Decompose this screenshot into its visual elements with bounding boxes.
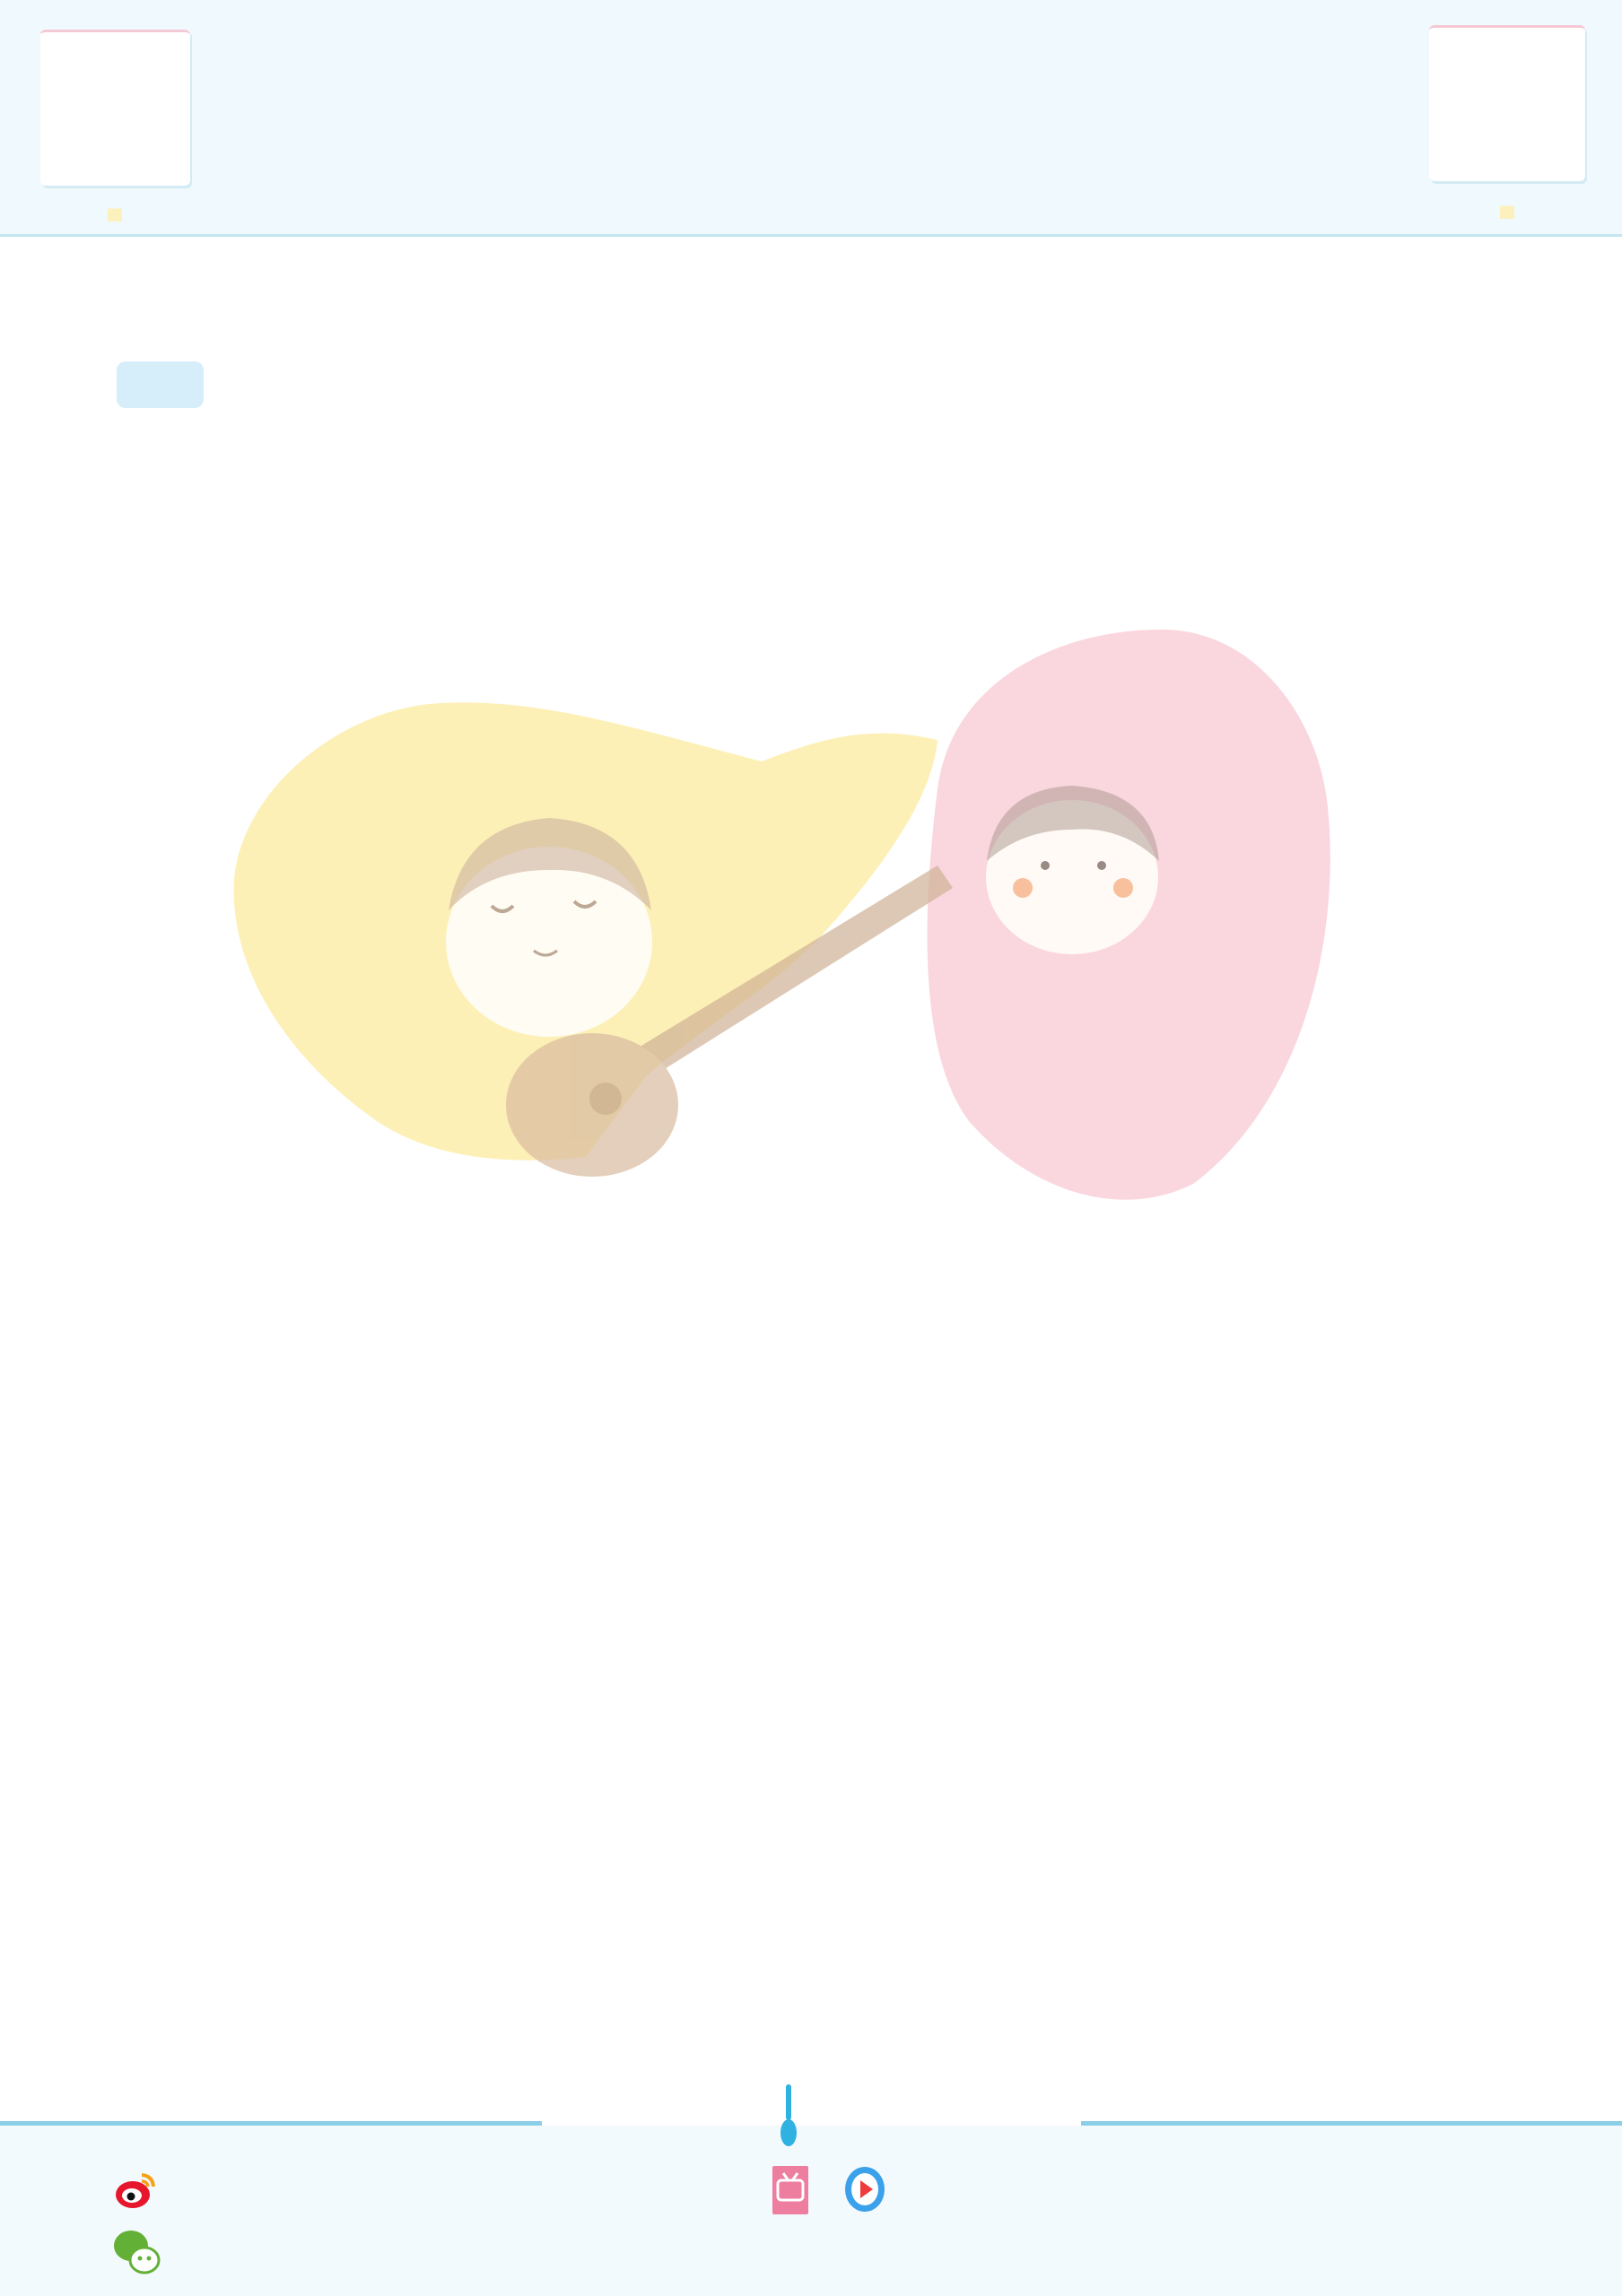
footer-link-taobao (840, 2227, 867, 2277)
intro-section-label (117, 361, 204, 408)
strum-pattern (996, 1910, 1319, 2054)
song-key-info (268, 177, 279, 214)
wechat-official-account-qr-card (40, 30, 190, 186)
footer-divider-left (0, 2121, 542, 2126)
bilibili-icon (772, 2166, 808, 2214)
qr-right-label (1430, 191, 1584, 220)
youku-icon (842, 2165, 887, 2213)
footer-divider-right (1081, 2121, 1622, 2126)
qr-right-label-text (1500, 192, 1514, 219)
qr-code-icon (48, 41, 183, 176)
weibo-icon (113, 2168, 158, 2213)
ukulele-icon (775, 2084, 802, 2149)
footer-link-bilibili-youku (772, 2165, 894, 2215)
footer-link-weibo (113, 2165, 176, 2215)
sheet-header (0, 0, 1622, 237)
mini-program-code-icon (1435, 34, 1579, 178)
qr-left-label (38, 194, 192, 222)
wechat-mini-program-code-card (1429, 25, 1585, 181)
footer-link-wechat (113, 2227, 176, 2277)
qr-left-label-text (108, 195, 122, 222)
wechat-icon (113, 2228, 161, 2276)
